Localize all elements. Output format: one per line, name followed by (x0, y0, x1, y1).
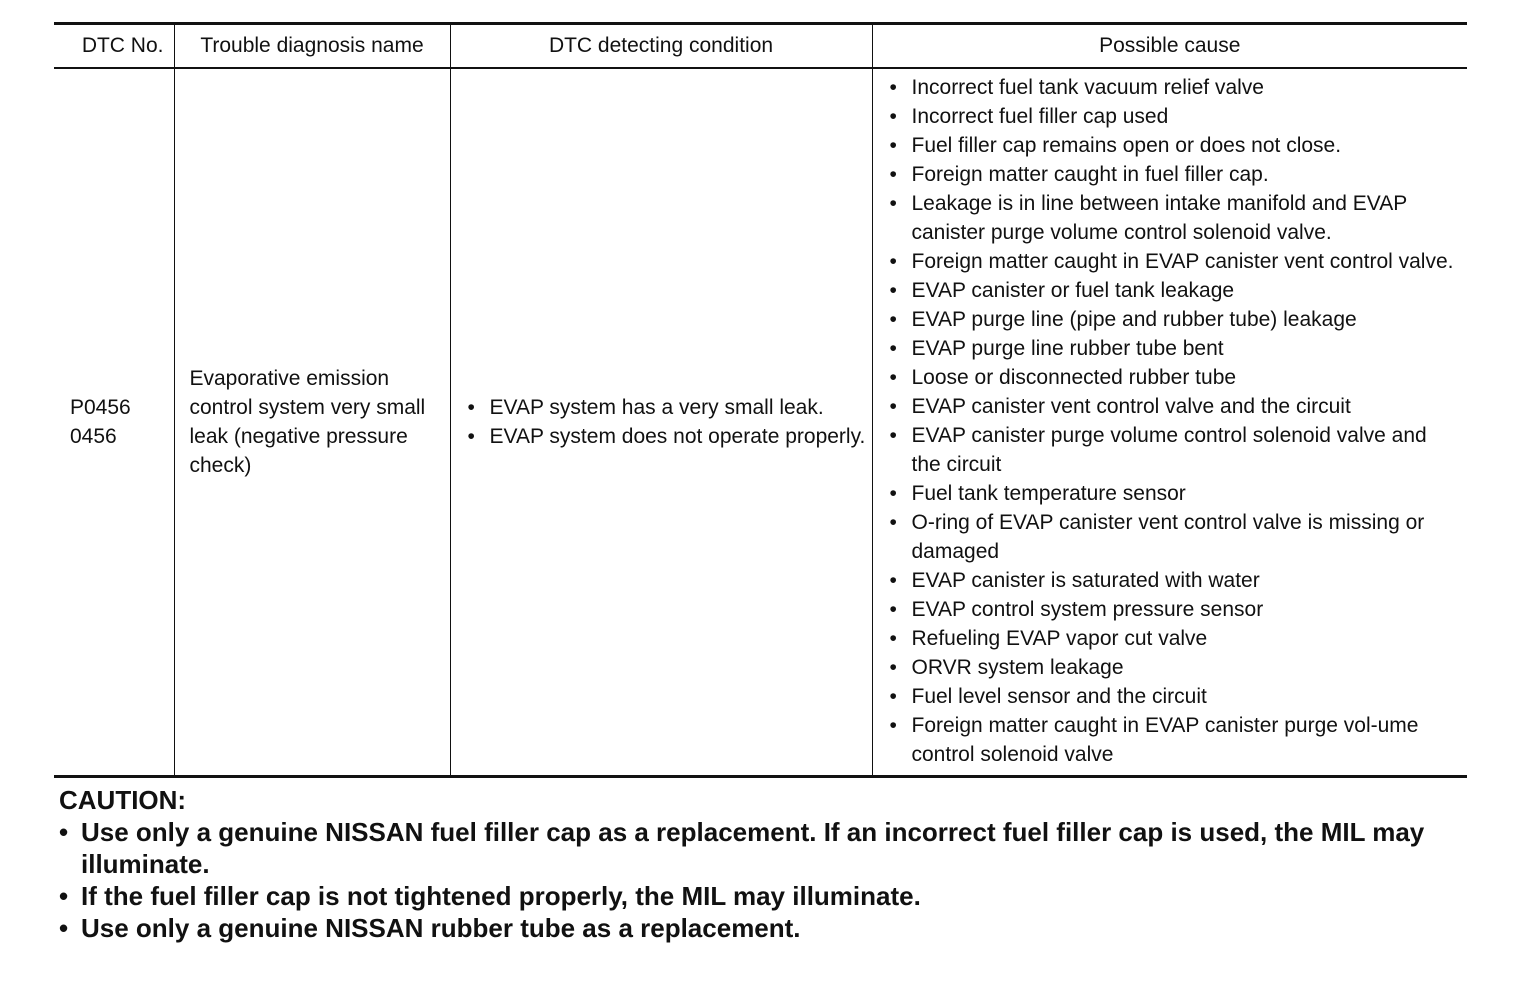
cause-item: • EVAP canister or fuel tank leakage (887, 276, 1462, 305)
cause-item: • EVAP control system pressure sensor (887, 595, 1462, 624)
cause-item: • Loose or disconnected rubber tube (887, 363, 1462, 392)
caution-item: • Use only a genuine NISSAN fuel filler cap as a replacement. If an incorrect fuel filler cap is used, the MIL may illuminate. (59, 816, 1467, 880)
dtc-code-cell (54, 68, 174, 777)
possible-cause-cell (872, 68, 1467, 777)
cause-item: • Incorrect fuel filler cap used (887, 102, 1462, 131)
cause-item: • Fuel filler cap remains open or does not close. (887, 131, 1462, 160)
cause-item: • EVAP canister vent control valve and the circuit (887, 392, 1462, 421)
document (54, 22, 1467, 944)
header-trouble-diagnosis-name: Trouble diagnosis name (174, 24, 450, 69)
cause-item: • ORVR system leakage (887, 653, 1462, 682)
table-row (54, 68, 1467, 777)
dtc-code-secondary: 0456 (70, 425, 117, 448)
caution-title: CAUTION: (59, 785, 187, 815)
cause-item: • Fuel tank temperature sensor (887, 479, 1462, 508)
cause-item: • EVAP canister purge volume control solenoid valve and the circuit (887, 421, 1462, 479)
condition-list (465, 393, 868, 451)
cause-item: • Fuel level sensor and the circuit (887, 682, 1462, 711)
caution-item: • If the fuel filler cap is not tightened properly, the MIL may illuminate. (59, 880, 1467, 912)
cause-item: • EVAP purge line rubber tube bent (887, 334, 1462, 363)
table-header-row (54, 24, 1467, 69)
cause-item: • EVAP canister is saturated with water (887, 566, 1462, 595)
detecting-condition-cell (450, 68, 872, 777)
condition-item: • EVAP system does not operate properly. (465, 422, 868, 451)
dtc-code-primary: P0456 (70, 396, 131, 419)
cause-item: • Foreign matter caught in fuel filler cap. (887, 160, 1462, 189)
cause-item: • Refueling EVAP vapor cut valve (887, 624, 1462, 653)
cause-item: • O-ring of EVAP canister vent control valve is missing or damaged (887, 508, 1462, 566)
dtc-table (54, 22, 1467, 778)
trouble-name-cell (174, 68, 450, 777)
cause-item: • EVAP purge line (pipe and rubber tube) leakage (887, 305, 1462, 334)
cause-item: • Foreign matter caught in EVAP canister vent control valve. (887, 247, 1462, 276)
cause-item: • Incorrect fuel tank vacuum relief valve (887, 73, 1462, 102)
cause-item: • Foreign matter caught in EVAP canister purge vol-ume control solenoid valve (887, 711, 1462, 769)
caution-item: • Use only a genuine NISSAN rubber tube as a replacement. (59, 912, 1467, 944)
cause-item: • Leakage is in line between intake manifold and EVAP canister purge volume control solenoid valve. (887, 189, 1462, 247)
header-possible-cause: Possible cause (872, 24, 1467, 69)
caution-block (54, 784, 1467, 944)
trouble-name-text: Evaporative emission control system very small leak (negative pressure check) (189, 367, 426, 477)
header-dtc-detecting-condition: DTC detecting condition (450, 24, 872, 69)
header-dtc-no: DTC No. (54, 24, 174, 69)
cause-list (887, 73, 1462, 769)
caution-list (59, 816, 1467, 944)
condition-item: • EVAP system has a very small leak. (465, 393, 868, 422)
